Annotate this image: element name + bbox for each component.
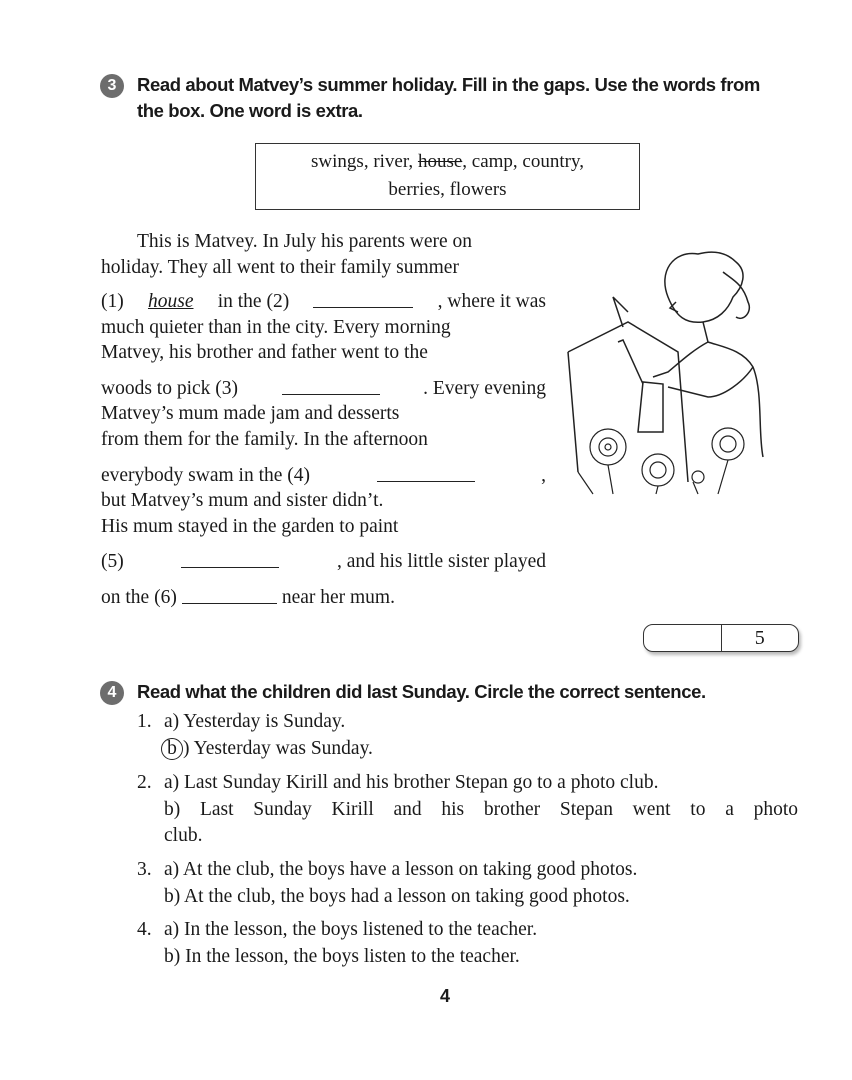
- word-box-line-2: berries, flowers: [388, 179, 507, 200]
- passage-text: . Every evening: [423, 378, 546, 399]
- word-box-text: swings, river,: [311, 151, 418, 172]
- gap-blank[interactable]: [313, 291, 413, 308]
- passage-text: , where it was: [437, 291, 546, 312]
- passage-text: holiday. They all went to their family summer: [101, 257, 459, 278]
- passage-line: [101, 317, 546, 339]
- passage-line: [101, 403, 546, 425]
- passage-text: His mum stayed in the garden to paint: [101, 516, 399, 537]
- passage-text: Matvey, his brother and father went to the: [101, 342, 428, 363]
- passage-line: [101, 490, 546, 512]
- gap-blank[interactable]: [181, 551, 279, 568]
- item-4-option-a[interactable]: a) In the lesson, the boys listened to the teacher.: [164, 919, 538, 940]
- passage-line: [101, 257, 546, 279]
- item-1-option-a[interactable]: a) Yesterday is Sunday.: [164, 711, 346, 732]
- passage-text: , and his little sister played: [336, 551, 546, 572]
- filled-answer: house: [147, 291, 194, 312]
- exercise-4-number-badge: 4: [100, 681, 124, 705]
- word-box: [255, 143, 640, 210]
- passage-line: [137, 231, 546, 253]
- passage-text: from them for the family. In the afternoon: [101, 429, 428, 450]
- gap-blank[interactable]: [182, 587, 277, 604]
- item-2-option-a[interactable]: a) Last Sunday Kirill and his brother Stepan go to a photo club.: [164, 772, 659, 793]
- item-4-number: 4.: [137, 919, 152, 940]
- score-max: 5: [721, 625, 799, 651]
- passage-line: [101, 291, 546, 313]
- exercise-3-heading-line-1: Read about Matvey’s summer holiday. Fill in the gaps. Use the words from: [137, 74, 760, 95]
- item-1-option-b-text: ) Yesterday was Sunday.: [183, 738, 373, 759]
- item-3-number: 3.: [137, 859, 152, 880]
- passage-text: woods to pick (3): [101, 378, 239, 399]
- item-1-option-b[interactable]: [164, 738, 373, 760]
- passage-text: Matvey’s mum made jam and desserts: [101, 403, 400, 424]
- passage-text: ,: [541, 465, 546, 486]
- passage-text: everybody swam in the (4): [101, 465, 311, 486]
- woman-painting-illustration: [558, 232, 773, 500]
- word-box-struck-word: house: [417, 151, 463, 172]
- passage-text: This is Matvey. In July his parents were on: [137, 231, 473, 252]
- item-3-option-a[interactable]: a) At the club, the boys have a lesson on taking good photos.: [164, 859, 638, 880]
- passage-text: on the (6): [101, 587, 177, 608]
- passage-text: much quieter than in the city. Every morning: [101, 317, 451, 338]
- score-input[interactable]: [644, 625, 721, 651]
- item-1-number: 1.: [137, 711, 152, 732]
- passage-text: in the (2): [217, 291, 290, 312]
- gap-blank[interactable]: [282, 378, 380, 395]
- item-2-option-b[interactable]: b) Last Sunday Kirill and his brother Stepan went to a photo: [164, 799, 798, 820]
- passage-line: [101, 378, 546, 400]
- passage-text: (5): [101, 551, 124, 572]
- exercise-3-number-badge: 3: [100, 74, 124, 98]
- passage-line: [101, 342, 546, 364]
- passage-line: [101, 551, 546, 573]
- score-box: [643, 624, 799, 652]
- item-2-option-b-continued: club.: [164, 825, 203, 846]
- passage-line: [101, 465, 546, 487]
- passage-line: [101, 429, 546, 451]
- circled-answer-b: b: [161, 738, 183, 760]
- item-3-option-b[interactable]: b) At the club, the boys had a lesson on taking good photos.: [164, 886, 630, 907]
- passage-text: near her mum.: [281, 587, 395, 608]
- passage-line: [101, 516, 546, 538]
- item-2-number: 2.: [137, 772, 152, 793]
- passage-line: [101, 587, 546, 609]
- gap-blank[interactable]: [377, 465, 475, 482]
- page-number: 4: [440, 986, 451, 1006]
- passage-text: but Matvey’s mum and sister didn’t.: [101, 490, 384, 511]
- passage-text: (1): [101, 291, 124, 312]
- exercise-4-heading: Read what the children did last Sunday. Circle the correct sentence.: [137, 681, 706, 702]
- item-4-option-b[interactable]: b) In the lesson, the boys listen to the teacher.: [164, 946, 520, 967]
- exercise-3-heading-line-2: the box. One word is extra.: [137, 100, 363, 121]
- word-box-text-after: , camp, country,: [462, 151, 584, 172]
